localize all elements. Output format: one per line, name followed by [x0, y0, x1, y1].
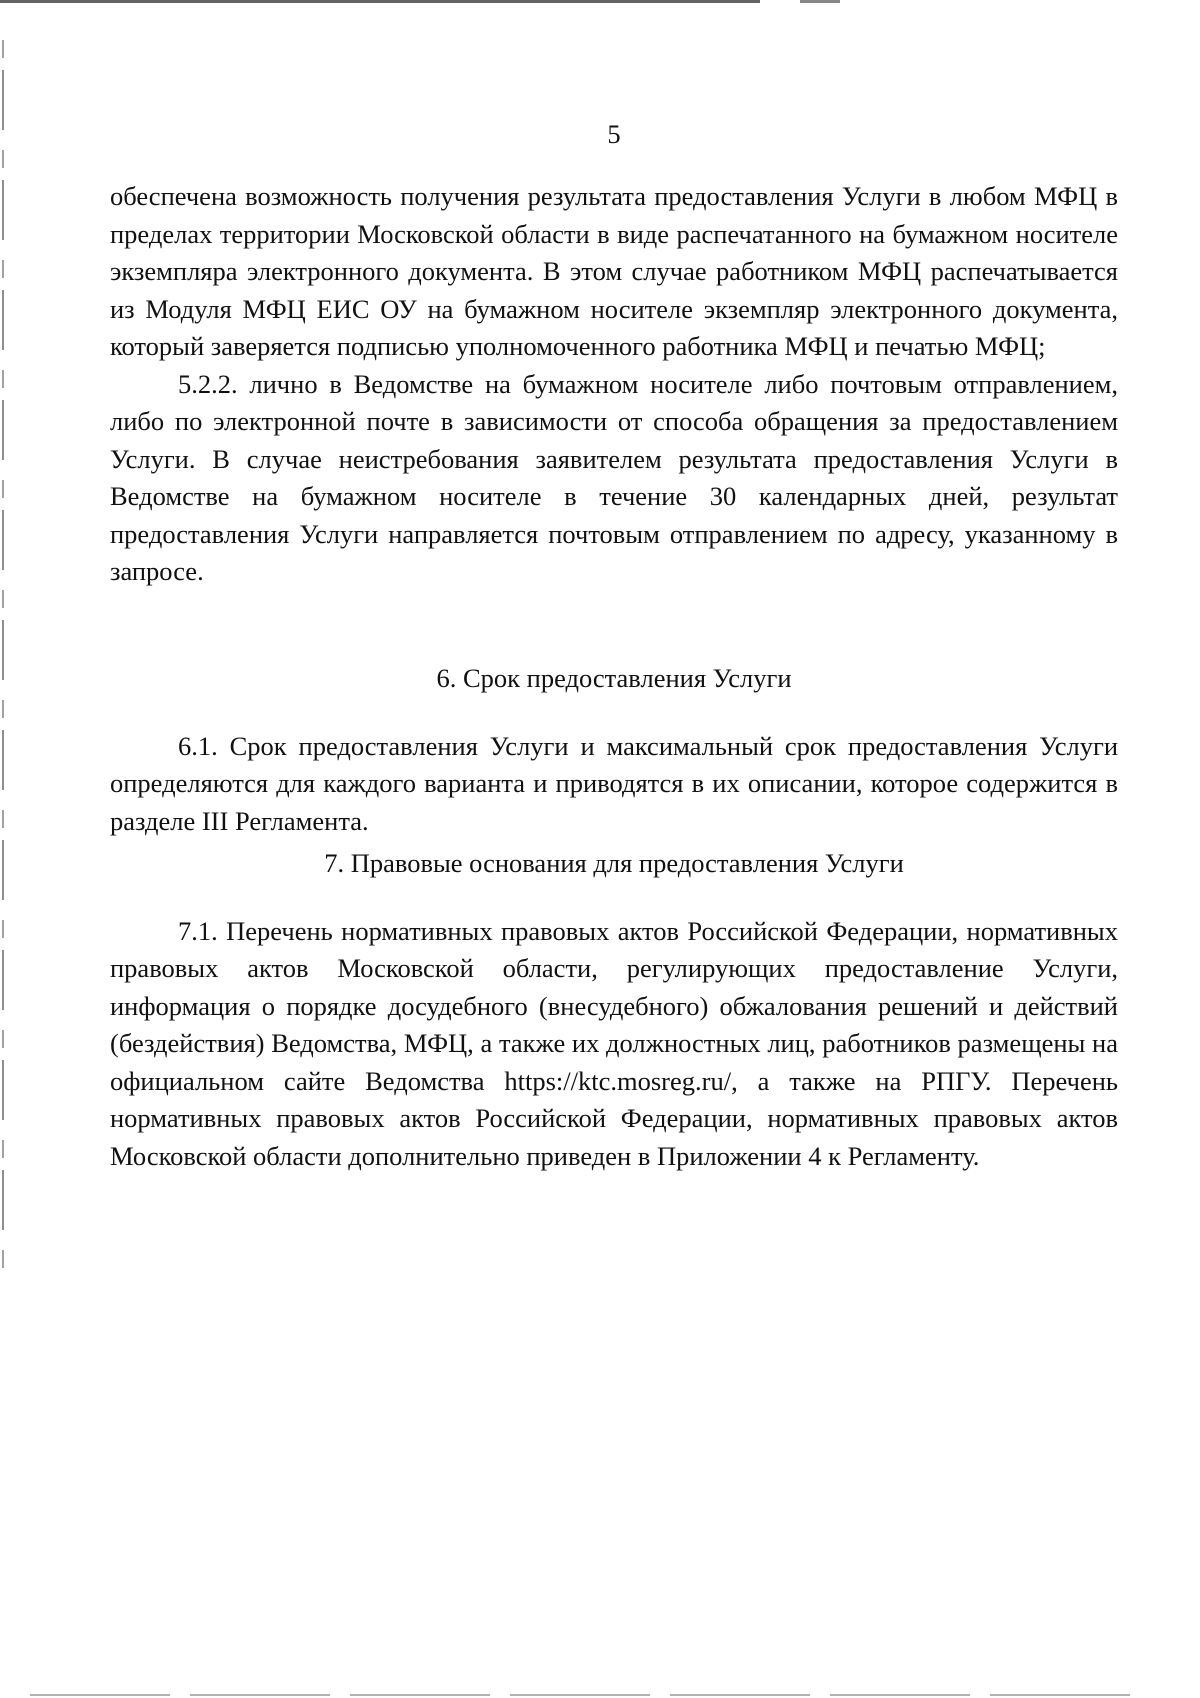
- section-7-heading: 7. Правовые основания для предоставления Услуги: [324, 848, 904, 878]
- scan-edge-left: [2, 40, 4, 1280]
- scan-edge-bottom: [30, 1694, 1150, 1696]
- section-5-continuation: [110, 178, 1118, 591]
- page-number: 5: [607, 119, 621, 149]
- scan-edge-top: [0, 0, 1200, 3]
- paragraph-5-2-1-continuation: обеспечена возможность получения результата предоставления Услуги в любом МФЦ в пределах территории Московской области в виде распечатанного на бумажном носителе экземпляра электронного документа. В этом случае работником МФЦ распечатывается из Модуля МФЦ ЕИС ОУ на бумажном носителе экземпляр электронного документа, который заверяется подписью уполномоченного работника МФЦ и печатью МФЦ;: [110, 181, 1118, 361]
- paragraph-5-2-2: 5.2.2. лично в Ведомстве на бумажном носителе либо почтовым отправлением, либо по электронной почте в зависимости от способа обращения за предоставлением Услуги. В случае неистребования заявителем результата предоставления Услуги в Ведомстве на бумажном носителе в течение 30 календарных дней, результат предоставления Услуги направляется почтовым отправлением по адресу, указанному в запросе.: [110, 368, 1118, 586]
- section-6: [110, 660, 1118, 840]
- paragraph-6-1: 6.1. Срок предоставления Услуги и максимальный срок предоставления Услуги определяются для каждого варианта и приводятся в их описании, которое содержится в разделе III Регламента.: [110, 730, 1118, 836]
- section-7: [110, 845, 1118, 1175]
- section-6-heading: 6. Срок предоставления Услуги: [436, 663, 792, 693]
- paragraph-7-1: 7.1. Перечень нормативных правовых актов Российской Федерации, нормативных правовых актов Московской области, регулирующих предоставление Услуги, информация о порядке досудебного (внесудебного) обжалования решений и действий (бездействия) Ведомства, МФЦ, а также их должностных лиц, работников размещены на официальном сайте Ведомства https://ktc.mosreg.ru/, а также на РПГУ. Перечень нормативных правовых актов Российской Федерации, нормативных правовых актов Московской области дополнительно приведен в Приложении 4 к Регламенту.: [110, 915, 1118, 1171]
